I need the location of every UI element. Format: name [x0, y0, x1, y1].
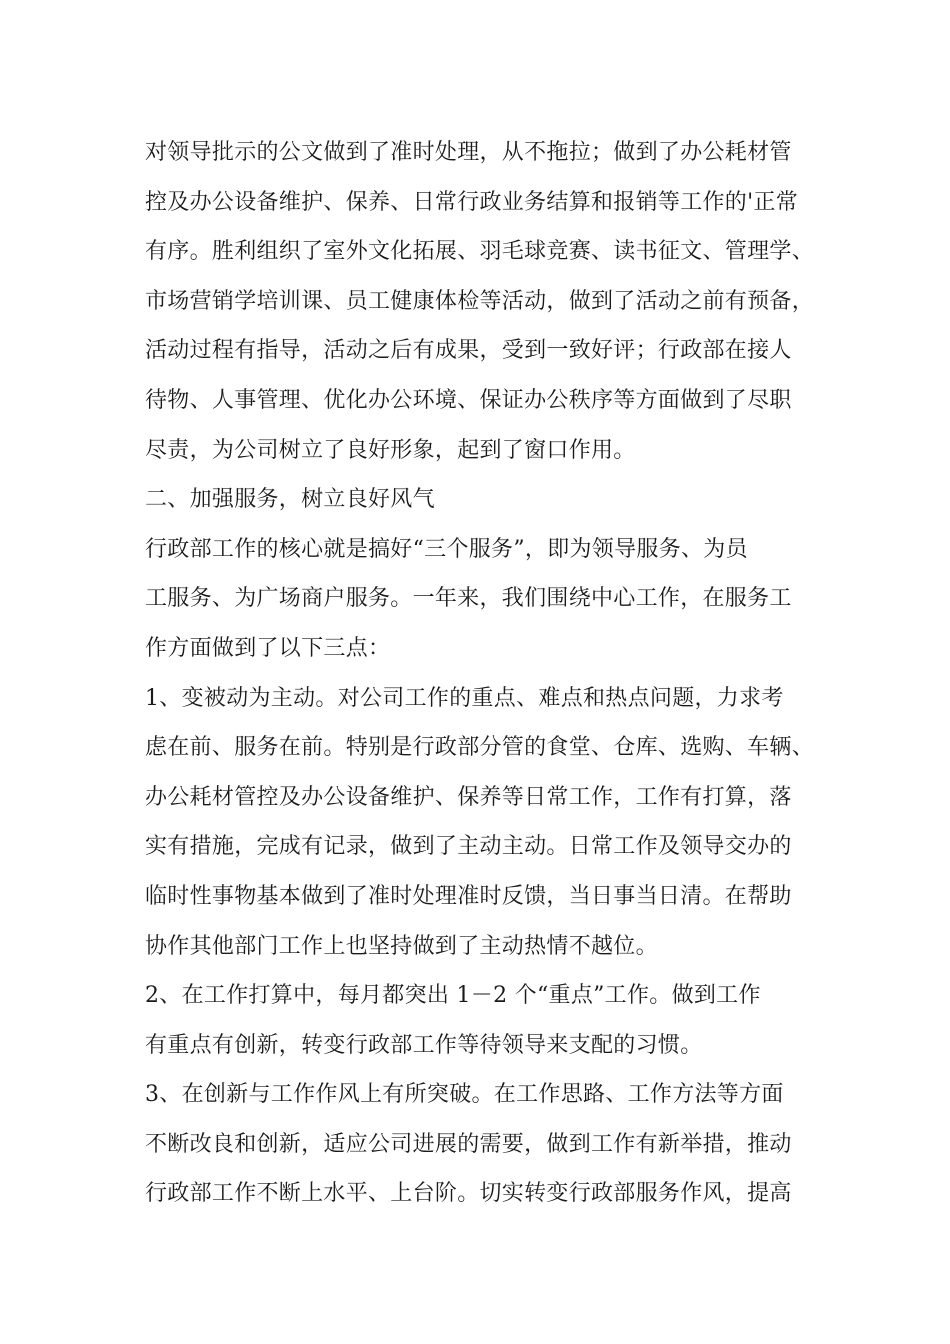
text-line: 虑在前、服务在前。特别是行政部分管的食堂、仓库、选购、车辆、 [145, 735, 815, 761]
text-line: 不断改良和创新，适应公司进展的需要，做到工作有新举措，推动 [145, 1131, 792, 1157]
text-line: 行政部工作不断上水平、上台阶。切实转变行政部服务作风，提高 [145, 1181, 792, 1207]
text-line: 1、变被动为主动。对公司工作的重点、难点和热点问题，力求考 [145, 685, 784, 711]
text-line: 协作其他部门工作上也坚持做到了主动热情不越位。 [145, 933, 658, 959]
text-line: 作方面做到了以下三点： [145, 635, 391, 661]
text-line: 活动过程有指导，活动之后有成果，受到一致好评；行政部在接人 [145, 338, 792, 364]
text-line: 有序。胜利组织了室外文化拓展、羽毛球竞赛、读书征文、管理学、 [145, 239, 815, 265]
text-line: 2、在工作打算中，每月都突出 1－2 个“重点”工作。做到工作 [145, 983, 761, 1009]
text-line: 市场营销学培训课、员工健康体检等活动，做到了活动之前有预备， [145, 288, 815, 314]
text-line: 有重点有创新，转变行政部工作等待领导来支配的习惯。 [145, 1032, 703, 1058]
text-line: 行政部工作的核心就是搞好“三个服务”，即为领导服务、为员 [145, 536, 748, 562]
text-line: 工服务、为广场商户服务。一年来，我们围绕中心工作，在服务工 [145, 586, 792, 612]
text-line: 控及办公设备维护、保养、日常行政业务结算和报销等工作的'正常 [145, 189, 799, 215]
text-line: 尽责，为公司树立了良好形象，起到了窗口作用。 [145, 437, 636, 463]
text-line: 3、在创新与工作作风上有所突破。在工作思路、工作方法等方面 [145, 1082, 784, 1108]
text-line: 办公耗材管控及办公设备维护、保养等日常工作，工作有打算，落 [145, 784, 792, 810]
document-body [145, 128, 825, 1219]
text-line: 待物、人事管理、优化办公环境、保证办公秩序等方面做到了尽职 [145, 387, 792, 413]
text-line: 临时性事物基本做到了准时处理准时反馈，当日事当日清。在帮助 [145, 883, 792, 909]
text-line: 实有措施，完成有记录，做到了主动主动。日常工作及领导交办的 [145, 834, 792, 860]
text-line: 对领导批示的公文做到了准时处理，从不拖拉；做到了办公耗材管 [145, 140, 792, 165]
section-heading: 二、加强服务，树立良好风气 [145, 487, 435, 513]
